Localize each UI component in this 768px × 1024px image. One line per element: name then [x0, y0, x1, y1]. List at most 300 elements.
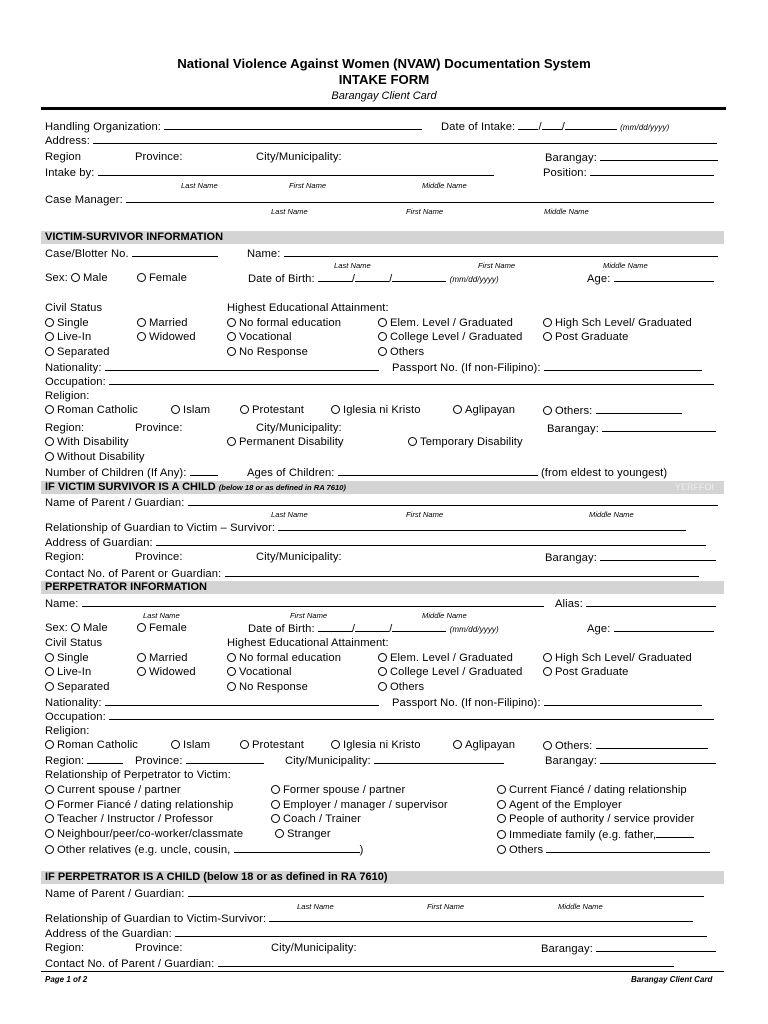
p-rel-6-radio[interactable] [45, 814, 54, 823]
p-last-name-hint: Last Name [143, 611, 180, 620]
p-post-radio[interactable] [543, 667, 552, 676]
barangay-field[interactable] [600, 151, 718, 161]
p-prot-radio[interactable] [240, 740, 249, 749]
c-relationship-label: Relationship of Guardian to Victim – Survivor: [45, 522, 276, 534]
v-aglipayan-radio[interactable] [453, 405, 462, 414]
date-intake-row: Date of Intake: / / (mm/dd/yyyy) [441, 121, 670, 133]
v-noresp-label: No Response [239, 346, 308, 358]
p-rel-12-field[interactable] [234, 843, 360, 853]
v-post-label: Post Graduate [555, 331, 629, 343]
p-college-label: College Level / Graduated [390, 666, 523, 678]
c-relationship-field[interactable] [278, 521, 686, 531]
v-college-radio[interactable] [378, 332, 387, 341]
c-address-field[interactable] [156, 536, 706, 546]
p-rel-8-radio[interactable] [497, 814, 506, 823]
p-dob-yyyy[interactable] [392, 622, 446, 632]
v-voc [227, 331, 292, 343]
v-prot-radio[interactable] [240, 405, 249, 414]
date-intake-mm[interactable] [518, 120, 538, 130]
p-others-edu [378, 681, 424, 693]
victim-male-label: Male [83, 272, 108, 284]
pc-city-label: City/Municipality: [271, 942, 357, 954]
p-female-radio[interactable] [137, 623, 146, 632]
p-others-edu-radio[interactable] [378, 682, 387, 691]
p-prot-label: Protestant [252, 739, 304, 751]
v-ink [331, 404, 421, 416]
case-blotter-label: Case/Blotter No. [45, 248, 129, 260]
intake-by-field[interactable] [98, 166, 494, 176]
p-rel-10-radio[interactable] [275, 829, 284, 838]
p-separated [45, 681, 110, 693]
p-high-radio[interactable] [543, 653, 552, 662]
p-post [543, 666, 628, 678]
p-noresp-radio[interactable] [227, 682, 236, 691]
p-voc-label: Vocational [239, 666, 292, 678]
case-manager-label: Case Manager: [45, 194, 123, 206]
address-label: Address: [45, 135, 90, 147]
v-ages-field[interactable] [338, 466, 538, 476]
p-rel-3 [45, 799, 233, 811]
p-region-field[interactable] [87, 754, 123, 764]
v-rel-others-label: Others: [555, 405, 593, 417]
c-contact-field[interactable] [225, 567, 699, 577]
v-passport-field[interactable] [544, 361, 702, 371]
p-single-radio[interactable] [45, 653, 54, 662]
p-nationality-label: Nationality: [45, 697, 102, 709]
pc-barangay-row [541, 942, 716, 955]
v-barangay-label: Barangay: [547, 423, 599, 435]
victim-middle-name-hint: Middle Name [603, 261, 648, 270]
p-name-label: Name: [45, 598, 79, 610]
v-voc-radio[interactable] [227, 332, 236, 341]
pc-address-field[interactable] [175, 927, 707, 937]
address-row [45, 134, 717, 147]
pc-parent-label: Name of Parent / Guardian: [45, 888, 185, 900]
p-name-field[interactable] [82, 597, 544, 607]
victim-dob-dd[interactable] [355, 272, 389, 282]
v-livein-radio[interactable] [45, 332, 54, 341]
p-elem-radio[interactable] [378, 653, 387, 662]
intake-last-name-hint: Last Name [181, 181, 218, 190]
p-rel-1 [271, 784, 405, 796]
c-barangay-row [545, 551, 716, 564]
p-passport-row [392, 696, 702, 709]
v-temp-disability-radio[interactable] [408, 437, 417, 446]
pc-parent-field[interactable] [188, 887, 704, 897]
v-without-disability [45, 451, 145, 463]
p-age-label: Age: [587, 623, 611, 635]
p-female-label: Female [149, 622, 187, 634]
case-manager-field[interactable] [126, 193, 714, 203]
v-noresp-radio[interactable] [227, 347, 236, 356]
p-elem-label: Elem. Level / Graduated [390, 652, 513, 664]
p-religion-label: Religion: [45, 725, 90, 737]
v-elem-radio[interactable] [378, 318, 387, 327]
victim-female-radio[interactable] [137, 273, 146, 282]
p-rel-9 [45, 828, 243, 840]
pc-middle-name-hint: Middle Name [558, 902, 603, 911]
date-intake-label: Date of Intake: [441, 121, 516, 133]
p-rel-5-radio[interactable] [497, 800, 506, 809]
v-single-radio[interactable] [45, 318, 54, 327]
v-without-disability-radio[interactable] [45, 452, 54, 461]
v-nationality-field[interactable] [105, 361, 379, 371]
p-islam [171, 739, 210, 751]
child-section-header [41, 481, 724, 494]
p-rel-13-radio[interactable] [497, 845, 506, 854]
p-province-label: Province: [135, 755, 183, 767]
c-last-name-hint: Last Name [271, 510, 308, 519]
victim-section-header: VICTIM-SURVIVOR INFORMATION [41, 231, 724, 244]
v-ages-label: Ages of Children: [247, 467, 335, 479]
v-single-label: Single [57, 317, 89, 329]
v-province-label: Province: [135, 422, 183, 434]
p-sex-row [45, 622, 108, 634]
p-rel-4 [271, 799, 448, 811]
p-rel-others-field[interactable] [596, 739, 708, 749]
p-widowed [137, 666, 196, 678]
address-field[interactable] [93, 134, 717, 144]
p-edu-label: Highest Educational Attainment: [227, 637, 389, 649]
case-blotter-row [45, 247, 218, 260]
v-college [378, 331, 522, 343]
p-elem [378, 652, 513, 664]
p-separated-radio[interactable] [45, 682, 54, 691]
p-alias-field[interactable] [586, 597, 716, 607]
pc-address-row [45, 927, 707, 940]
p-rel-8-label: People of authority / service provider [509, 813, 695, 825]
p-ink-radio[interactable] [331, 740, 340, 749]
c-barangay-field[interactable] [600, 551, 716, 561]
p-rel-1-label: Former spouse / partner [283, 784, 406, 796]
p-rel-6-label: Teacher / Instructor / Professor [57, 813, 214, 825]
v-widowed-radio[interactable] [137, 332, 146, 341]
v-with-disability [45, 436, 129, 448]
p-rel-4-radio[interactable] [271, 800, 280, 809]
province-label: Province: [135, 151, 183, 163]
v-prot-label: Protestant [252, 404, 304, 416]
v-islam-radio[interactable] [171, 405, 180, 414]
p-city-label: City/Municipality: [285, 755, 371, 767]
p-rel-8 [497, 813, 694, 825]
v-livein [45, 331, 91, 343]
c-parent-field[interactable] [188, 496, 718, 506]
pc-barangay-field[interactable] [596, 942, 716, 952]
p-noresp [227, 681, 308, 693]
pc-last-name-hint: Last Name [297, 902, 334, 911]
p-rel-2-radio[interactable] [497, 785, 506, 794]
v-rc-radio[interactable] [45, 405, 54, 414]
p-nationality-field[interactable] [105, 696, 379, 706]
child-section-title: IF VICTIM SURVIVOR IS A CHILD [45, 481, 216, 493]
v-high-label: High Sch Level/ Graduated [555, 317, 692, 329]
pc-province-label: Province: [135, 942, 183, 954]
c-address-label: Address of Guardian: [45, 537, 153, 549]
perp-child-section-header: IF PERPETRATOR IS A CHILD (below 18 or as defined in RA 7610) [41, 871, 724, 884]
p-rc [45, 739, 138, 751]
p-rc-radio[interactable] [45, 740, 54, 749]
c-parent-row [45, 496, 718, 509]
p-single [45, 652, 89, 664]
p-prot [240, 739, 304, 751]
p-rel-2 [497, 784, 687, 796]
p-age-row [587, 622, 714, 635]
victim-female-option [137, 272, 187, 284]
date-format-hint: (mm/dd/yyyy) [620, 123, 670, 132]
p-noresp-label: No Response [239, 681, 308, 693]
p-others-edu-label: Others [390, 681, 425, 693]
c-province-label: Province: [135, 551, 183, 563]
p-rel-5-label: Agent of the Employer [509, 799, 622, 811]
p-male-radio[interactable] [71, 623, 80, 632]
v-noformal [227, 317, 341, 329]
victim-dob-yyyy[interactable] [392, 272, 446, 282]
page-number: Page 1 of 2 [45, 975, 88, 984]
c-middle-name-hint: Middle Name [589, 510, 634, 519]
v-islam [171, 404, 210, 416]
position-field[interactable] [590, 166, 714, 176]
p-aglipayan-label: Aglipayan [465, 739, 516, 751]
pc-relationship-row [45, 912, 693, 925]
p-passport-field[interactable] [544, 696, 702, 706]
p-college [378, 666, 522, 678]
c-first-name-hint: First Name [406, 510, 444, 519]
p-college-radio[interactable] [378, 667, 387, 676]
p-rel-others [543, 739, 708, 752]
p-passport-label: Passport No. (If non-Filipino): [392, 697, 541, 709]
position-label: Position: [543, 167, 587, 179]
p-rel-7-radio[interactable] [271, 814, 280, 823]
victim-dob-label: Date of Birth: [248, 273, 315, 285]
v-city-label: City/Municipality: [256, 422, 342, 434]
p-rel-9-label: Neighbour/peer/co-worker/classmate [57, 828, 244, 840]
v-separated-radio[interactable] [45, 347, 54, 356]
pc-contact-field[interactable] [218, 957, 674, 967]
v-passport-label: Passport No. (If non-Filipino): [392, 362, 541, 374]
v-married-label: Married [149, 317, 188, 329]
v-married-radio[interactable] [137, 318, 146, 327]
v-others-edu-radio[interactable] [378, 347, 387, 356]
v-children-label: Number of Children (If Any): [45, 467, 187, 479]
v-temp-disability [408, 436, 523, 448]
c-relationship-row [45, 521, 686, 534]
v-single [45, 317, 89, 329]
p-rel-7 [271, 813, 361, 825]
p-rel-4-label: Employer / manager / supervisor [283, 799, 448, 811]
handling-org-row [45, 120, 422, 133]
v-others-edu [378, 346, 424, 358]
victim-sex-label: Sex: [45, 272, 68, 284]
intake-by-label: Intake by: [45, 167, 95, 179]
p-dob-mm[interactable] [318, 622, 352, 632]
v-nationality-label: Nationality: [45, 362, 102, 374]
barangay-label: Barangay: [545, 152, 597, 164]
p-rel-3-label: Former Fiancé / dating relationship [57, 799, 234, 811]
pc-contact-label: Contact No. of Parent / Guardian: [45, 958, 215, 970]
date-intake-yyyy[interactable] [565, 120, 617, 130]
v-region-label: Region: [45, 422, 85, 434]
v-nationality-row [45, 361, 379, 374]
victim-sex-row [45, 272, 108, 284]
v-aglipayan-label: Aglipayan [465, 404, 516, 416]
city-label: City/Municipality: [256, 151, 342, 163]
victim-age-row [587, 272, 714, 285]
p-rel-0-radio[interactable] [45, 785, 54, 794]
child-section-note: (below 18 or as defined in RA 7610) [218, 483, 346, 492]
v-perm-disability-radio[interactable] [227, 437, 236, 446]
date-intake-dd[interactable] [542, 120, 562, 130]
p-rel-0-label: Current spouse / partner [57, 784, 181, 796]
case-manager-row [45, 193, 714, 206]
p-rel-7-label: Coach / Trainer [283, 813, 361, 825]
pc-relationship-label: Relationship of Guardian to Victim-Survivor: [45, 913, 267, 925]
p-occupation-row [45, 710, 714, 723]
v-rel-others-radio[interactable] [543, 406, 552, 415]
p-barangay-row [545, 754, 716, 767]
p-rel-12-radio[interactable] [45, 845, 54, 854]
pc-address-label: Address of the Guardian: [45, 928, 172, 940]
victim-dob-mm[interactable] [318, 272, 352, 282]
p-occupation-field[interactable] [109, 710, 714, 720]
p-rel-13 [497, 843, 710, 856]
c-contact-label: Contact No. of Parent or Guardian: [45, 568, 222, 580]
p-married-label: Married [149, 652, 188, 664]
p-rel-0 [45, 784, 181, 796]
p-rel-11-label: Immediate family (e.g. father, [509, 829, 657, 841]
victim-civil-label: Civil Status [45, 302, 103, 314]
v-married [137, 317, 188, 329]
v-occupation-label: Occupation: [45, 376, 106, 388]
footer-form-name: Barangay Client Card [631, 975, 713, 984]
v-occupation-field[interactable] [109, 375, 714, 385]
v-livein-label: Live-In [57, 331, 92, 343]
p-dob-row: Date of Birth: / / (mm/dd/yyyy) [248, 623, 499, 635]
v-ink-radio[interactable] [331, 405, 340, 414]
p-rel-others-label: Others: [555, 740, 593, 752]
p-rel-others-radio[interactable] [543, 741, 552, 750]
p-rel-10 [275, 828, 331, 840]
handling-org-field[interactable] [164, 120, 422, 130]
cm-last-name-hint: Last Name [271, 207, 308, 216]
v-aglipayan [453, 404, 515, 416]
p-voc [227, 666, 292, 678]
p-barangay-field[interactable] [600, 754, 716, 764]
p-alias-row [555, 597, 716, 610]
p-city-row [285, 754, 504, 767]
v-children-row [45, 466, 218, 479]
p-rel-11-field[interactable] [656, 828, 694, 838]
p-age-field[interactable] [614, 622, 714, 632]
v-high-radio[interactable] [543, 318, 552, 327]
victim-female-label: Female [149, 272, 187, 284]
p-aglipayan [453, 739, 515, 751]
p-province-field[interactable] [186, 754, 264, 764]
victim-male-radio[interactable] [71, 273, 80, 282]
position-row [543, 166, 714, 179]
p-aglipayan-radio[interactable] [453, 740, 462, 749]
form-title: National Violence Against Women (NVAW) Documentation System [177, 56, 591, 71]
v-elem [378, 317, 513, 329]
p-civil-label: Civil Status [45, 637, 103, 649]
p-islam-radio[interactable] [171, 740, 180, 749]
victim-age-field[interactable] [614, 272, 714, 282]
v-prot [240, 404, 304, 416]
p-city-field[interactable] [374, 754, 504, 764]
v-passport-row [392, 361, 702, 374]
form-subtitle: INTAKE FORM [338, 72, 430, 87]
p-noformal-radio[interactable] [227, 653, 236, 662]
v-without-disability-label: Without Disability [57, 451, 145, 463]
p-alias-label: Alias: [555, 598, 583, 610]
c-barangay-label: Barangay: [545, 552, 597, 564]
victim-dob-format: (mm/dd/yyyy) [449, 275, 499, 284]
form-subtitle-2: Barangay Client Card [331, 90, 437, 102]
p-rc-label: Roman Catholic [57, 739, 138, 751]
pc-contact-row [45, 957, 674, 970]
v-others-edu-label: Others [390, 346, 425, 358]
p-married-radio[interactable] [137, 653, 146, 662]
p-married [137, 652, 188, 664]
cm-first-name-hint: First Name [406, 207, 444, 216]
v-ink-label: Iglesia ni Kristo [343, 404, 421, 416]
intake-middle-name-hint: Middle Name [422, 181, 467, 190]
p-rel-3-radio[interactable] [45, 800, 54, 809]
p-female-option [137, 622, 187, 634]
p-nationality-row [45, 696, 379, 709]
p-livein-radio[interactable] [45, 667, 54, 676]
v-college-label: College Level / Graduated [390, 331, 523, 343]
v-separated [45, 346, 110, 358]
p-dob-dd[interactable] [355, 622, 389, 632]
p-rel-5 [497, 799, 622, 811]
v-eldest-note: (from eldest to youngest) [540, 467, 668, 479]
p-voc-radio[interactable] [227, 667, 236, 676]
pc-relationship-field[interactable] [269, 912, 693, 922]
victim-dob-row: Date of Birth: / / (mm/dd/yyyy) [248, 273, 499, 285]
p-rel-9-radio[interactable] [45, 829, 54, 838]
v-rel-others [543, 404, 682, 417]
p-middle-name-hint: Middle Name [422, 611, 467, 620]
p-widowed-radio[interactable] [137, 667, 146, 676]
victim-name-label: Name: [247, 248, 281, 260]
v-rel-others-field[interactable] [596, 404, 682, 414]
case-blotter-field[interactable] [132, 247, 218, 257]
v-noformal-radio[interactable] [227, 318, 236, 327]
p-livein-label: Live-In [57, 666, 92, 678]
v-perm-disability [227, 436, 344, 448]
p-rel-13-label: Others [509, 844, 544, 856]
p-rel-13-field[interactable] [546, 843, 710, 853]
p-livein [45, 666, 91, 678]
p-rel-1-radio[interactable] [271, 785, 280, 794]
p-rel-11 [497, 828, 694, 841]
p-dob-format: (mm/dd/yyyy) [449, 625, 499, 634]
v-rc-label: Roman Catholic [57, 404, 138, 416]
barangay-row [545, 151, 718, 164]
p-rel-11-radio[interactable] [497, 830, 506, 839]
v-post-radio[interactable] [543, 332, 552, 341]
v-children-field[interactable] [190, 466, 218, 476]
victim-name-field[interactable] [284, 247, 718, 257]
v-ages-row [247, 466, 667, 479]
v-barangay-field[interactable] [602, 422, 716, 432]
intake-first-name-hint: First Name [289, 181, 327, 190]
v-with-disability-radio[interactable] [45, 437, 54, 446]
v-temp-disability-label: Temporary Disability [420, 436, 523, 448]
p-noformal-label: No formal education [239, 652, 342, 664]
p-region-label: Region: [45, 755, 85, 767]
p-rel-label: Relationship of Perpetrator to Victim: [45, 769, 231, 781]
